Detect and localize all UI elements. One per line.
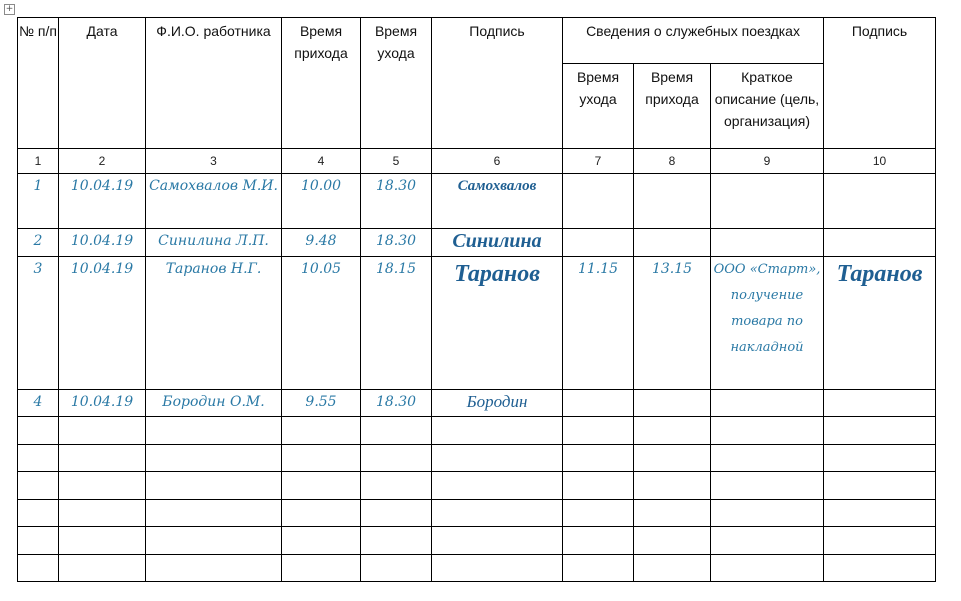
- empty-cell[interactable]: [18, 445, 59, 472]
- row-date[interactable]: 10.04.19: [59, 257, 146, 390]
- row-departure[interactable]: 18.30: [361, 390, 432, 417]
- empty-cell[interactable]: [361, 527, 432, 555]
- empty-cell[interactable]: [634, 417, 711, 445]
- header-trip-desc: Краткое описание (цель, организация): [711, 64, 824, 149]
- empty-cell[interactable]: [282, 500, 361, 527]
- row-trip-departure[interactable]: [563, 229, 634, 257]
- row-departure[interactable]: 18.30: [361, 229, 432, 257]
- empty-cell[interactable]: [634, 500, 711, 527]
- table-move-handle-icon[interactable]: +: [5, 4, 14, 14]
- empty-cell[interactable]: [634, 445, 711, 472]
- empty-cell[interactable]: [59, 527, 146, 555]
- row-trip-arrival[interactable]: 13.15: [634, 257, 711, 390]
- empty-cell[interactable]: [824, 445, 936, 472]
- empty-cell[interactable]: [18, 472, 59, 500]
- empty-cell[interactable]: [146, 472, 282, 500]
- time-log-table: [17, 17, 936, 582]
- row-date[interactable]: 10.04.19: [59, 390, 146, 417]
- empty-cell[interactable]: [711, 527, 824, 555]
- header-trip-arrival: Время прихода: [634, 64, 711, 149]
- header-fio: Ф.И.О. работника: [146, 18, 282, 149]
- empty-cell[interactable]: [563, 417, 634, 445]
- column-number: 1: [18, 149, 59, 174]
- row-trip-departure[interactable]: 11.15: [563, 257, 634, 390]
- empty-cell[interactable]: [563, 472, 634, 500]
- table-row: [18, 174, 936, 229]
- empty-cell[interactable]: [432, 527, 563, 555]
- row-fio[interactable]: Синилина Л.П.: [146, 229, 282, 257]
- row-date[interactable]: 10.04.19: [59, 229, 146, 257]
- empty-cell[interactable]: [634, 555, 711, 582]
- row-signature-2[interactable]: [824, 390, 936, 417]
- row-signature[interactable]: Самохвалов: [432, 174, 563, 229]
- row-trip-departure[interactable]: [563, 390, 634, 417]
- row-trip-desc[interactable]: [711, 229, 824, 257]
- empty-cell[interactable]: [146, 445, 282, 472]
- column-number: 8: [634, 149, 711, 174]
- row-departure[interactable]: 18.30: [361, 174, 432, 229]
- row-trip-departure[interactable]: [563, 174, 634, 229]
- empty-cell[interactable]: [711, 472, 824, 500]
- row-num[interactable]: 2: [18, 229, 59, 257]
- empty-cell[interactable]: [824, 555, 936, 582]
- empty-cell[interactable]: [18, 417, 59, 445]
- empty-row: [18, 500, 936, 527]
- empty-cell[interactable]: [563, 500, 634, 527]
- empty-cell[interactable]: [711, 417, 824, 445]
- header-trip-departure: Время ухода: [563, 64, 634, 149]
- row-signature[interactable]: Синилина: [432, 229, 563, 257]
- row-signature[interactable]: Бородин: [432, 390, 563, 417]
- row-departure[interactable]: 18.15: [361, 257, 432, 390]
- column-number: 10: [824, 149, 936, 174]
- table-row: [18, 390, 936, 417]
- row-arrival[interactable]: 9.55: [282, 390, 361, 417]
- empty-row: [18, 445, 936, 472]
- row-num[interactable]: 4: [18, 390, 59, 417]
- row-arrival[interactable]: 10.00: [282, 174, 361, 229]
- header-date: Дата: [59, 18, 146, 149]
- row-arrival[interactable]: 10.05: [282, 257, 361, 390]
- table-row: [18, 257, 936, 390]
- empty-cell[interactable]: [711, 500, 824, 527]
- empty-row: [18, 472, 936, 500]
- row-trip-arrival[interactable]: [634, 390, 711, 417]
- empty-cell[interactable]: [361, 555, 432, 582]
- row-signature-2[interactable]: [824, 174, 936, 229]
- row-fio[interactable]: Самохвалов М.И.: [146, 174, 282, 229]
- empty-cell[interactable]: [146, 527, 282, 555]
- header-signature-2: Подпись: [824, 18, 936, 149]
- empty-cell[interactable]: [361, 472, 432, 500]
- row-arrival[interactable]: 9.48: [282, 229, 361, 257]
- row-num[interactable]: 3: [18, 257, 59, 390]
- empty-cell[interactable]: [563, 445, 634, 472]
- row-signature[interactable]: Таранов: [432, 257, 563, 390]
- empty-cell[interactable]: [282, 445, 361, 472]
- column-number: 4: [282, 149, 361, 174]
- row-signature-2[interactable]: [824, 229, 936, 257]
- row-trip-arrival[interactable]: [634, 174, 711, 229]
- empty-cell[interactable]: [361, 445, 432, 472]
- empty-cell[interactable]: [432, 417, 563, 445]
- header-signature: Подпись: [432, 18, 563, 149]
- empty-cell[interactable]: [563, 527, 634, 555]
- row-trip-desc[interactable]: [711, 174, 824, 229]
- empty-cell[interactable]: [711, 555, 824, 582]
- empty-cell[interactable]: [59, 472, 146, 500]
- row-signature-2[interactable]: Таранов: [824, 257, 936, 390]
- row-trip-arrival[interactable]: [634, 229, 711, 257]
- empty-cell[interactable]: [361, 500, 432, 527]
- header-num: № п/п: [18, 18, 59, 149]
- header-trips: Сведения о служебных поездках: [563, 18, 824, 64]
- column-number: 6: [432, 149, 563, 174]
- row-date[interactable]: 10.04.19: [59, 174, 146, 229]
- empty-cell[interactable]: [432, 445, 563, 472]
- row-num[interactable]: 1: [18, 174, 59, 229]
- empty-cell[interactable]: [361, 417, 432, 445]
- empty-cell[interactable]: [824, 472, 936, 500]
- empty-cell[interactable]: [18, 555, 59, 582]
- row-trip-desc[interactable]: ООО «Старт», получение товара по накладной: [711, 257, 824, 390]
- empty-cell[interactable]: [432, 472, 563, 500]
- table-row: [18, 229, 936, 257]
- empty-cell[interactable]: [432, 500, 563, 527]
- header-arrival: Время прихода: [282, 18, 361, 149]
- header-row: [18, 18, 936, 64]
- empty-cell[interactable]: [432, 555, 563, 582]
- empty-cell[interactable]: [59, 417, 146, 445]
- empty-cell[interactable]: [146, 417, 282, 445]
- column-number: 9: [711, 149, 824, 174]
- empty-cell[interactable]: [59, 500, 146, 527]
- column-number: 7: [563, 149, 634, 174]
- empty-cell[interactable]: [18, 527, 59, 555]
- empty-cell[interactable]: [282, 472, 361, 500]
- empty-cell[interactable]: [711, 445, 824, 472]
- empty-cell[interactable]: [824, 417, 936, 445]
- empty-cell[interactable]: [282, 527, 361, 555]
- row-fio[interactable]: Таранов Н.Г.: [146, 257, 282, 390]
- empty-cell[interactable]: [146, 500, 282, 527]
- empty-row: [18, 555, 936, 582]
- empty-cell[interactable]: [634, 527, 711, 555]
- row-trip-desc[interactable]: [711, 390, 824, 417]
- empty-cell[interactable]: [18, 500, 59, 527]
- empty-row: [18, 417, 936, 445]
- column-number: 3: [146, 149, 282, 174]
- empty-cell[interactable]: [282, 417, 361, 445]
- header-departure: Время ухода: [361, 18, 432, 149]
- column-number: 2: [59, 149, 146, 174]
- row-fio[interactable]: Бородин О.М.: [146, 390, 282, 417]
- empty-cell[interactable]: [824, 500, 936, 527]
- empty-row: [18, 527, 936, 555]
- empty-cell[interactable]: [563, 555, 634, 582]
- column-number: 5: [361, 149, 432, 174]
- empty-cell[interactable]: [824, 527, 936, 555]
- empty-cell[interactable]: [59, 555, 146, 582]
- column-number-row: [18, 149, 936, 174]
- empty-cell[interactable]: [59, 445, 146, 472]
- empty-cell[interactable]: [634, 472, 711, 500]
- empty-cell[interactable]: [146, 555, 282, 582]
- empty-cell[interactable]: [282, 555, 361, 582]
